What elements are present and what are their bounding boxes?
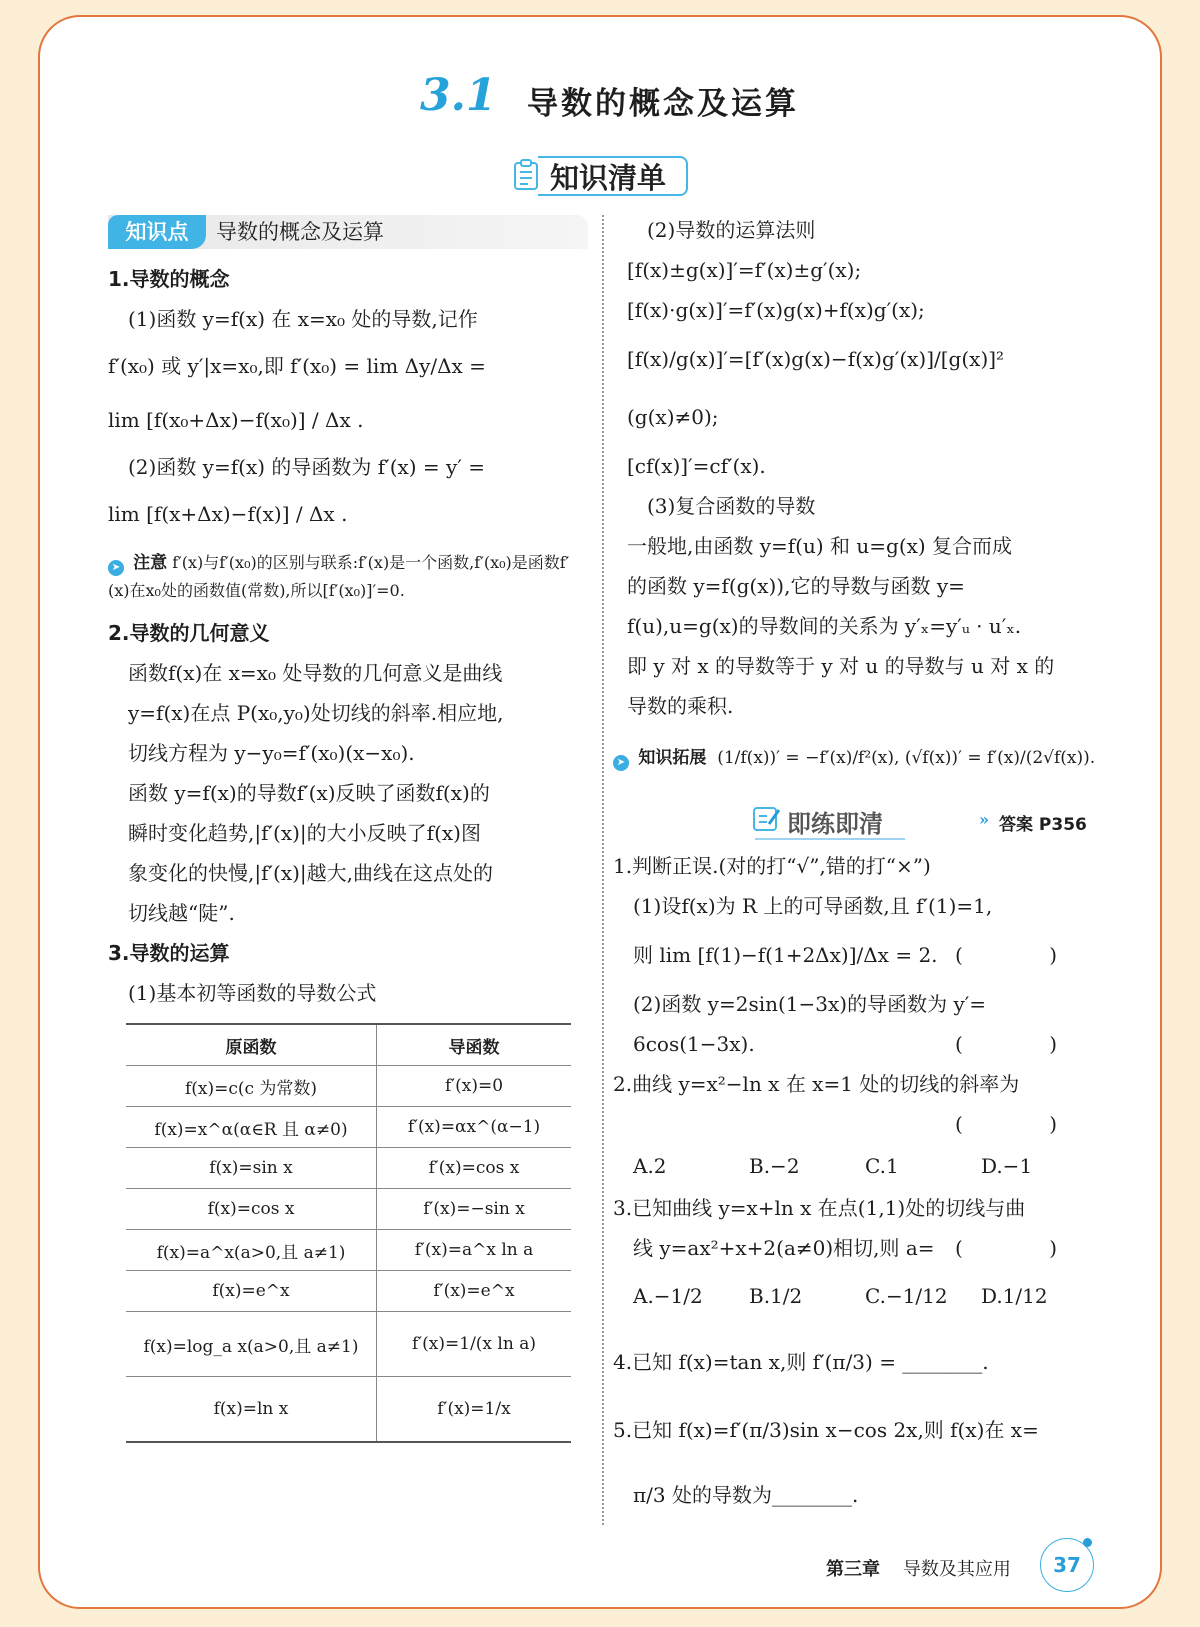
geo-line: 切线越“陡”. [128,901,235,925]
composite-line: 导数的乘积. [627,694,734,718]
cell-function: f(x)=e^x [126,1271,377,1312]
questions [613,846,1097,1530]
knowledge-extension [613,726,1097,790]
chapter-label: 第三章 [826,1559,880,1580]
cell-function: f(x)=c(c 为常数) [126,1066,377,1107]
rule: [f(x)±g(x)]′=f′(x)±g′(x); [627,258,862,282]
table-row [126,1148,571,1189]
option[interactable]: D.1/12 [981,1284,1048,1308]
practice-header [627,796,1097,846]
knowledge-point-bar [108,215,588,249]
concept-p1b: f′(x₀) 或 y′|x=x₀,即 f′(x₀) = lim Δy/Δx = [108,354,486,378]
question-3b: 线 y=ax²+x+2(a≠0)相切,则 a= ( ) [613,1228,1097,1268]
cell-derivative: f′(x)=cos x [377,1148,572,1189]
composite-line: 一般地,由函数 y=f(u) 和 u=g(x) 复合而成 [627,534,1013,558]
extension-icon: ➤ [613,755,629,771]
cell-derivative: f′(x)=1/x [377,1377,572,1443]
table-row [126,1377,571,1443]
heading-concept: 1.导数的概念 [108,267,230,291]
composite-line: 的函数 y=f(g(x)),它的导数与函数 y= [627,574,965,598]
question-3-options [613,1268,1097,1324]
option[interactable]: B.−2 [749,1154,800,1178]
cell-derivative: f′(x)=−sin x [377,1189,572,1230]
geo-line: 切线方程为 y−y₀=f′(x₀)(x−x₀). [128,741,415,765]
cell-function: f(x)=cos x [126,1189,377,1230]
composite-line: 即 y 对 x 的导数等于 y 对 u 的导数与 u 对 x 的 [627,654,1055,678]
table-header-row [126,1024,571,1066]
answer-bracket[interactable]: ( ) [955,1112,1097,1136]
option[interactable]: B.1/2 [749,1284,803,1308]
question-5a: 5.已知 f(x)=f′(π/3)sin x−cos 2x,则 f(x)在 x= [613,1418,1039,1442]
rule: [cf(x)]′=cf′(x). [627,454,766,478]
concept-p2a: (2)函数 y=f(x) 的导函数为 f′(x) = y′ = [128,455,486,479]
cell-derivative: f′(x)=0 [377,1066,572,1107]
section-number: 3.1 [420,70,497,121]
cell-function: f(x)=log_a x(a>0,且 a≠1) [126,1312,377,1377]
question-3a: 3.已知曲线 y=x+ln x 在点(1,1)处的切线与曲 [613,1196,1026,1220]
note-text: f′(x)与f′(x₀)的区别与联系:f′(x)是一个函数,f′(x₀)是函数f′(x)在x₀处的函数值(常数),所以[f′(x₀)]′=0. [108,553,570,600]
section-title: 导数的概念及运算 [527,86,799,122]
column-header: 原函数 [126,1024,377,1066]
answer-bracket[interactable]: ( ) [955,943,1097,967]
knowledge-point-tag: 知识点 [108,215,206,249]
concept-p2b: lim [f(x+Δx)−f(x)] / Δx . [108,502,348,526]
rules-title: (2)导数的运算法则 [647,218,816,242]
option[interactable]: A.2 [633,1154,667,1178]
geo-line: 象变化的快慢,|f′(x)|越大,曲线在这点处的 [128,861,494,885]
double-chevron-icon: » [979,810,989,829]
note-label: 注意 [133,553,168,573]
option[interactable]: D.−1 [981,1154,1033,1178]
knowledge-list-banner [512,156,692,196]
footer [826,1555,1011,1581]
knowledge-point-title: 导数的概念及运算 [216,220,384,244]
table-row [126,1066,571,1107]
cell-derivative: f′(x)=e^x [377,1271,572,1312]
question-4: 4.已知 f(x)=tan x,则 f′(π/3) = ________. [613,1350,989,1374]
question-1-1a: (1)设f(x)为 R 上的可导函数,且 f′(1)=1, [633,894,993,918]
formulas-subtitle: (1)基本初等函数的导数公式 [128,981,377,1005]
cell-function: f(x)=x^α(α∈R 且 α≠0) [126,1107,377,1148]
left-column [108,215,588,1443]
question-2-options [613,1144,1097,1188]
note [108,549,588,605]
concept-p1c: lim [f(x₀+Δx)−f(x₀)] / Δx . [108,408,364,432]
cell-function: f(x)=ln x [126,1377,377,1443]
table-row [126,1230,571,1271]
rule: [f(x)·g(x)]′=f′(x)g(x)+f(x)g′(x); [627,298,925,322]
option[interactable]: C.−1/12 [865,1284,948,1308]
cell-derivative: f′(x)=1/(x ln a) [377,1312,572,1377]
question-2: 2.曲线 y=x²−ln x 在 x=1 处的切线的斜率为 [613,1072,1020,1096]
cell-derivative: f′(x)=a^x ln a [377,1230,572,1271]
column-header: 导函数 [377,1024,572,1066]
banner-title: 知识清单 [550,161,667,195]
table-row [126,1271,571,1312]
option[interactable]: C.1 [865,1154,899,1178]
composite-line: f(u),u=g(x)的导数间的关系为 y′ₓ=y′ᵤ · u′ₓ. [627,614,1022,638]
question-2-bracket [613,1104,1097,1144]
table-row [126,1107,571,1148]
heading-geometry: 2.导数的几何意义 [108,621,270,645]
question-5b: π/3 处的导数为________. [633,1483,859,1507]
question-1-1b: 则 lim [f(1)−f(1+2Δx)]/Δx = 2. ( ) [613,926,1097,984]
question-1-2b: 6cos(1−3x). ( ) [613,1024,1097,1064]
chapter-title: 导数及其应用 [902,1559,1011,1580]
concept-p1a: (1)函数 y=f(x) 在 x=x₀ 处的导数,记作 [128,307,478,331]
question-1: 1.判断正误.(对的打“√”,错的打“×”) [613,854,931,878]
page-dot-icon [1083,1538,1092,1547]
option[interactable]: A.−1/2 [633,1284,703,1308]
note-icon: ➤ [108,560,124,576]
geo-line: 函数 y=f(x)的导数f′(x)反映了函数f(x)的 [128,781,490,805]
table-row [126,1312,571,1377]
cell-derivative: f′(x)=αx^(α−1) [377,1107,572,1148]
derivative-table [126,1023,571,1443]
column-divider [602,215,604,1525]
extension-formula: (1/f(x))′ = −f′(x)/f²(x), (√f(x))′ = f′(x)/(2√f(x)). [717,748,1096,768]
answer-reference[interactable]: 答案 P356 [999,815,1087,835]
practice-icon [752,804,784,836]
geo-line: 瞬时变化趋势,|f′(x)|的大小反映了f(x)图 [128,821,481,845]
geo-line: 函数f(x)在 x=x₀ 处导数的几何意义是曲线 [128,661,503,685]
right-column [613,210,1097,1530]
composite-title: (3)复合函数的导数 [647,494,816,518]
practice-banner: 即练即清 [787,810,883,838]
geo-line: y=f(x)在点 P(x₀,y₀)处切线的斜率.相应地, [128,701,504,725]
page-number: 37 [1040,1538,1094,1592]
rule: [f(x)/g(x)]′=[f′(x)g(x)−f(x)g′(x)]/[g(x)]² (g(x)≠0); [627,347,1005,429]
cell-function: f(x)=sin x [126,1148,377,1189]
table-row [126,1189,571,1230]
answer-bracket[interactable]: ( ) [955,1032,1097,1056]
question-1-2a: (2)函数 y=2sin(1−3x)的导函数为 y′= [633,992,987,1016]
answer-bracket[interactable]: ( ) [955,1236,1097,1260]
cell-function: f(x)=a^x(a>0,且 a≠1) [126,1230,377,1271]
extension-label: 知识拓展 [638,748,707,768]
heading-operations: 3.导数的运算 [108,941,230,965]
